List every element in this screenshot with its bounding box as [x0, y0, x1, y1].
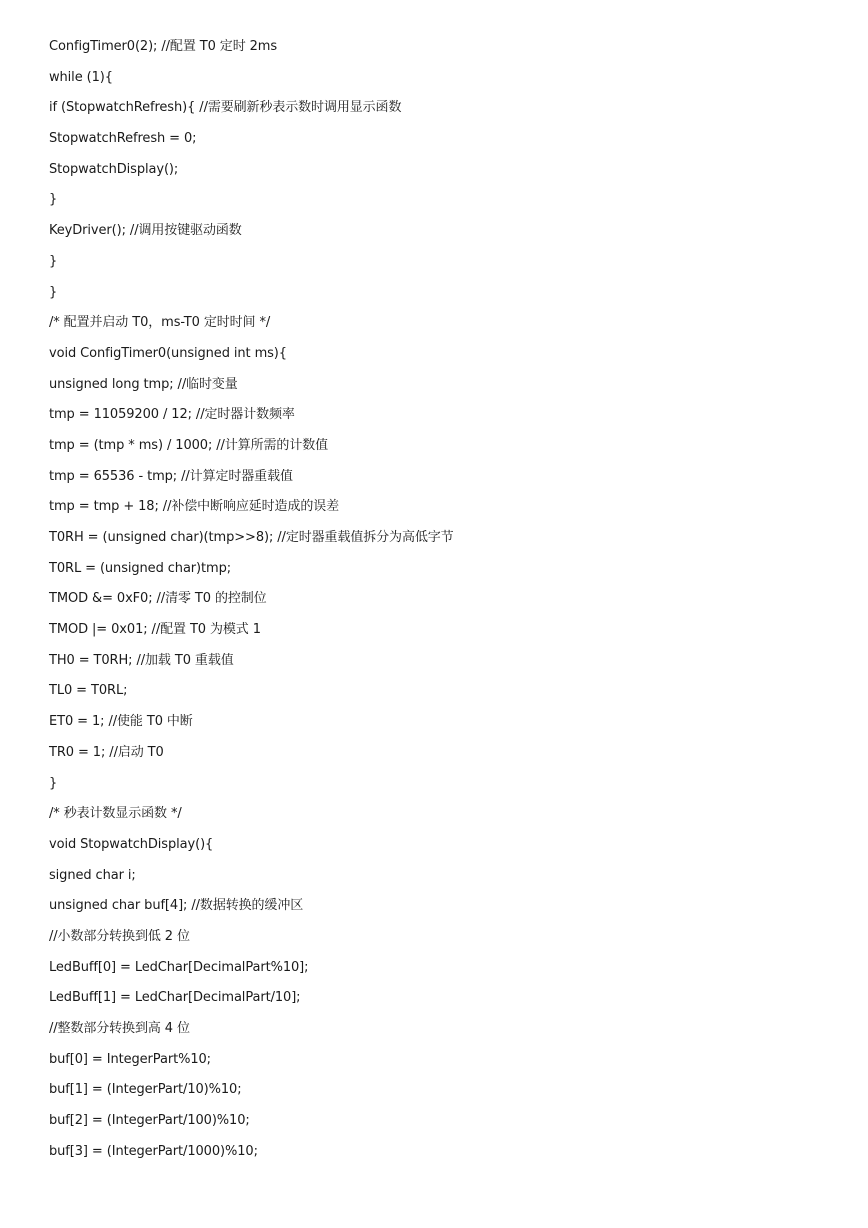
code-line: } — [49, 775, 58, 791]
code-line: tmp = 11059200 / 12; //定时器计数频率 — [49, 407, 295, 423]
code-line: unsigned long tmp; //临时变量 — [49, 376, 238, 392]
code-line: buf[3] = (IntegerPart/1000)%10; — [49, 1143, 258, 1159]
code-line: LedBuff[0] = LedChar[DecimalPart%10]; — [49, 959, 309, 975]
code-line: } — [49, 284, 58, 300]
code-line: unsigned char buf[4]; //数据转换的缓冲区 — [49, 898, 304, 914]
code-line: /* 配置并启动 T0，ms-T0 定时时间 */ — [49, 315, 271, 331]
code-line: T0RL = (unsigned char)tmp; — [49, 560, 232, 576]
code-line: tmp = tmp + 18; //补偿中断响应延时造成的误差 — [49, 499, 340, 515]
code-line: StopwatchDisplay(); — [49, 161, 179, 177]
code-line: TL0 = T0RL; — [49, 683, 128, 699]
code-line: TMOD &= 0xF0; //清零 T0 的控制位 — [49, 591, 267, 607]
code-line: TR0 = 1; //启动 T0 — [49, 744, 164, 760]
code-line: tmp = 65536 - tmp; //计算定时器重载值 — [49, 468, 293, 484]
code-line: StopwatchRefresh = 0; — [49, 131, 197, 147]
code-line: signed char i; — [49, 867, 136, 883]
code-line: LedBuff[1] = LedChar[DecimalPart/10]; — [49, 990, 301, 1006]
code-line: TMOD |= 0x01; //配置 T0 为模式 1 — [49, 622, 261, 638]
code-line: TH0 = T0RH; //加载 T0 重载值 — [49, 652, 234, 668]
code-line: } — [49, 253, 58, 269]
code-listing — [49, 37, 838, 1172]
code-line: ConfigTimer0(2); //配置 T0 定时 2ms — [49, 39, 278, 54]
code-line: void StopwatchDisplay(){ — [49, 836, 214, 852]
code-line: buf[1] = (IntegerPart/10)%10; — [49, 1082, 242, 1098]
code-line: ET0 = 1; //使能 T0 中断 — [49, 714, 193, 730]
code-line: tmp = (tmp * ms) / 1000; //计算所需的计数值 — [49, 437, 329, 453]
code-line: KeyDriver(); //调用按键驱动函数 — [49, 223, 242, 239]
code-line: T0RH = (unsigned char)(tmp>>8); //定时器重载值拆分为高低字节 — [49, 530, 454, 545]
code-line: void ConfigTimer0(unsigned int ms){ — [49, 345, 287, 361]
code-line: if (StopwatchRefresh){ //需要刷新秒表示数时调用显示函数 — [49, 100, 402, 116]
code-line: buf[0] = IntegerPart%10; — [49, 1051, 211, 1067]
code-line: while (1){ — [49, 69, 113, 85]
code-line: buf[2] = (IntegerPart/100)%10; — [49, 1113, 250, 1129]
code-line: } — [49, 192, 58, 208]
code-line: //整数部分转换到高 4 位 — [49, 1021, 190, 1036]
code-line: //小数部分转换到低 2 位 — [49, 928, 190, 944]
code-line: /* 秒表计数显示函数 */ — [49, 806, 182, 822]
